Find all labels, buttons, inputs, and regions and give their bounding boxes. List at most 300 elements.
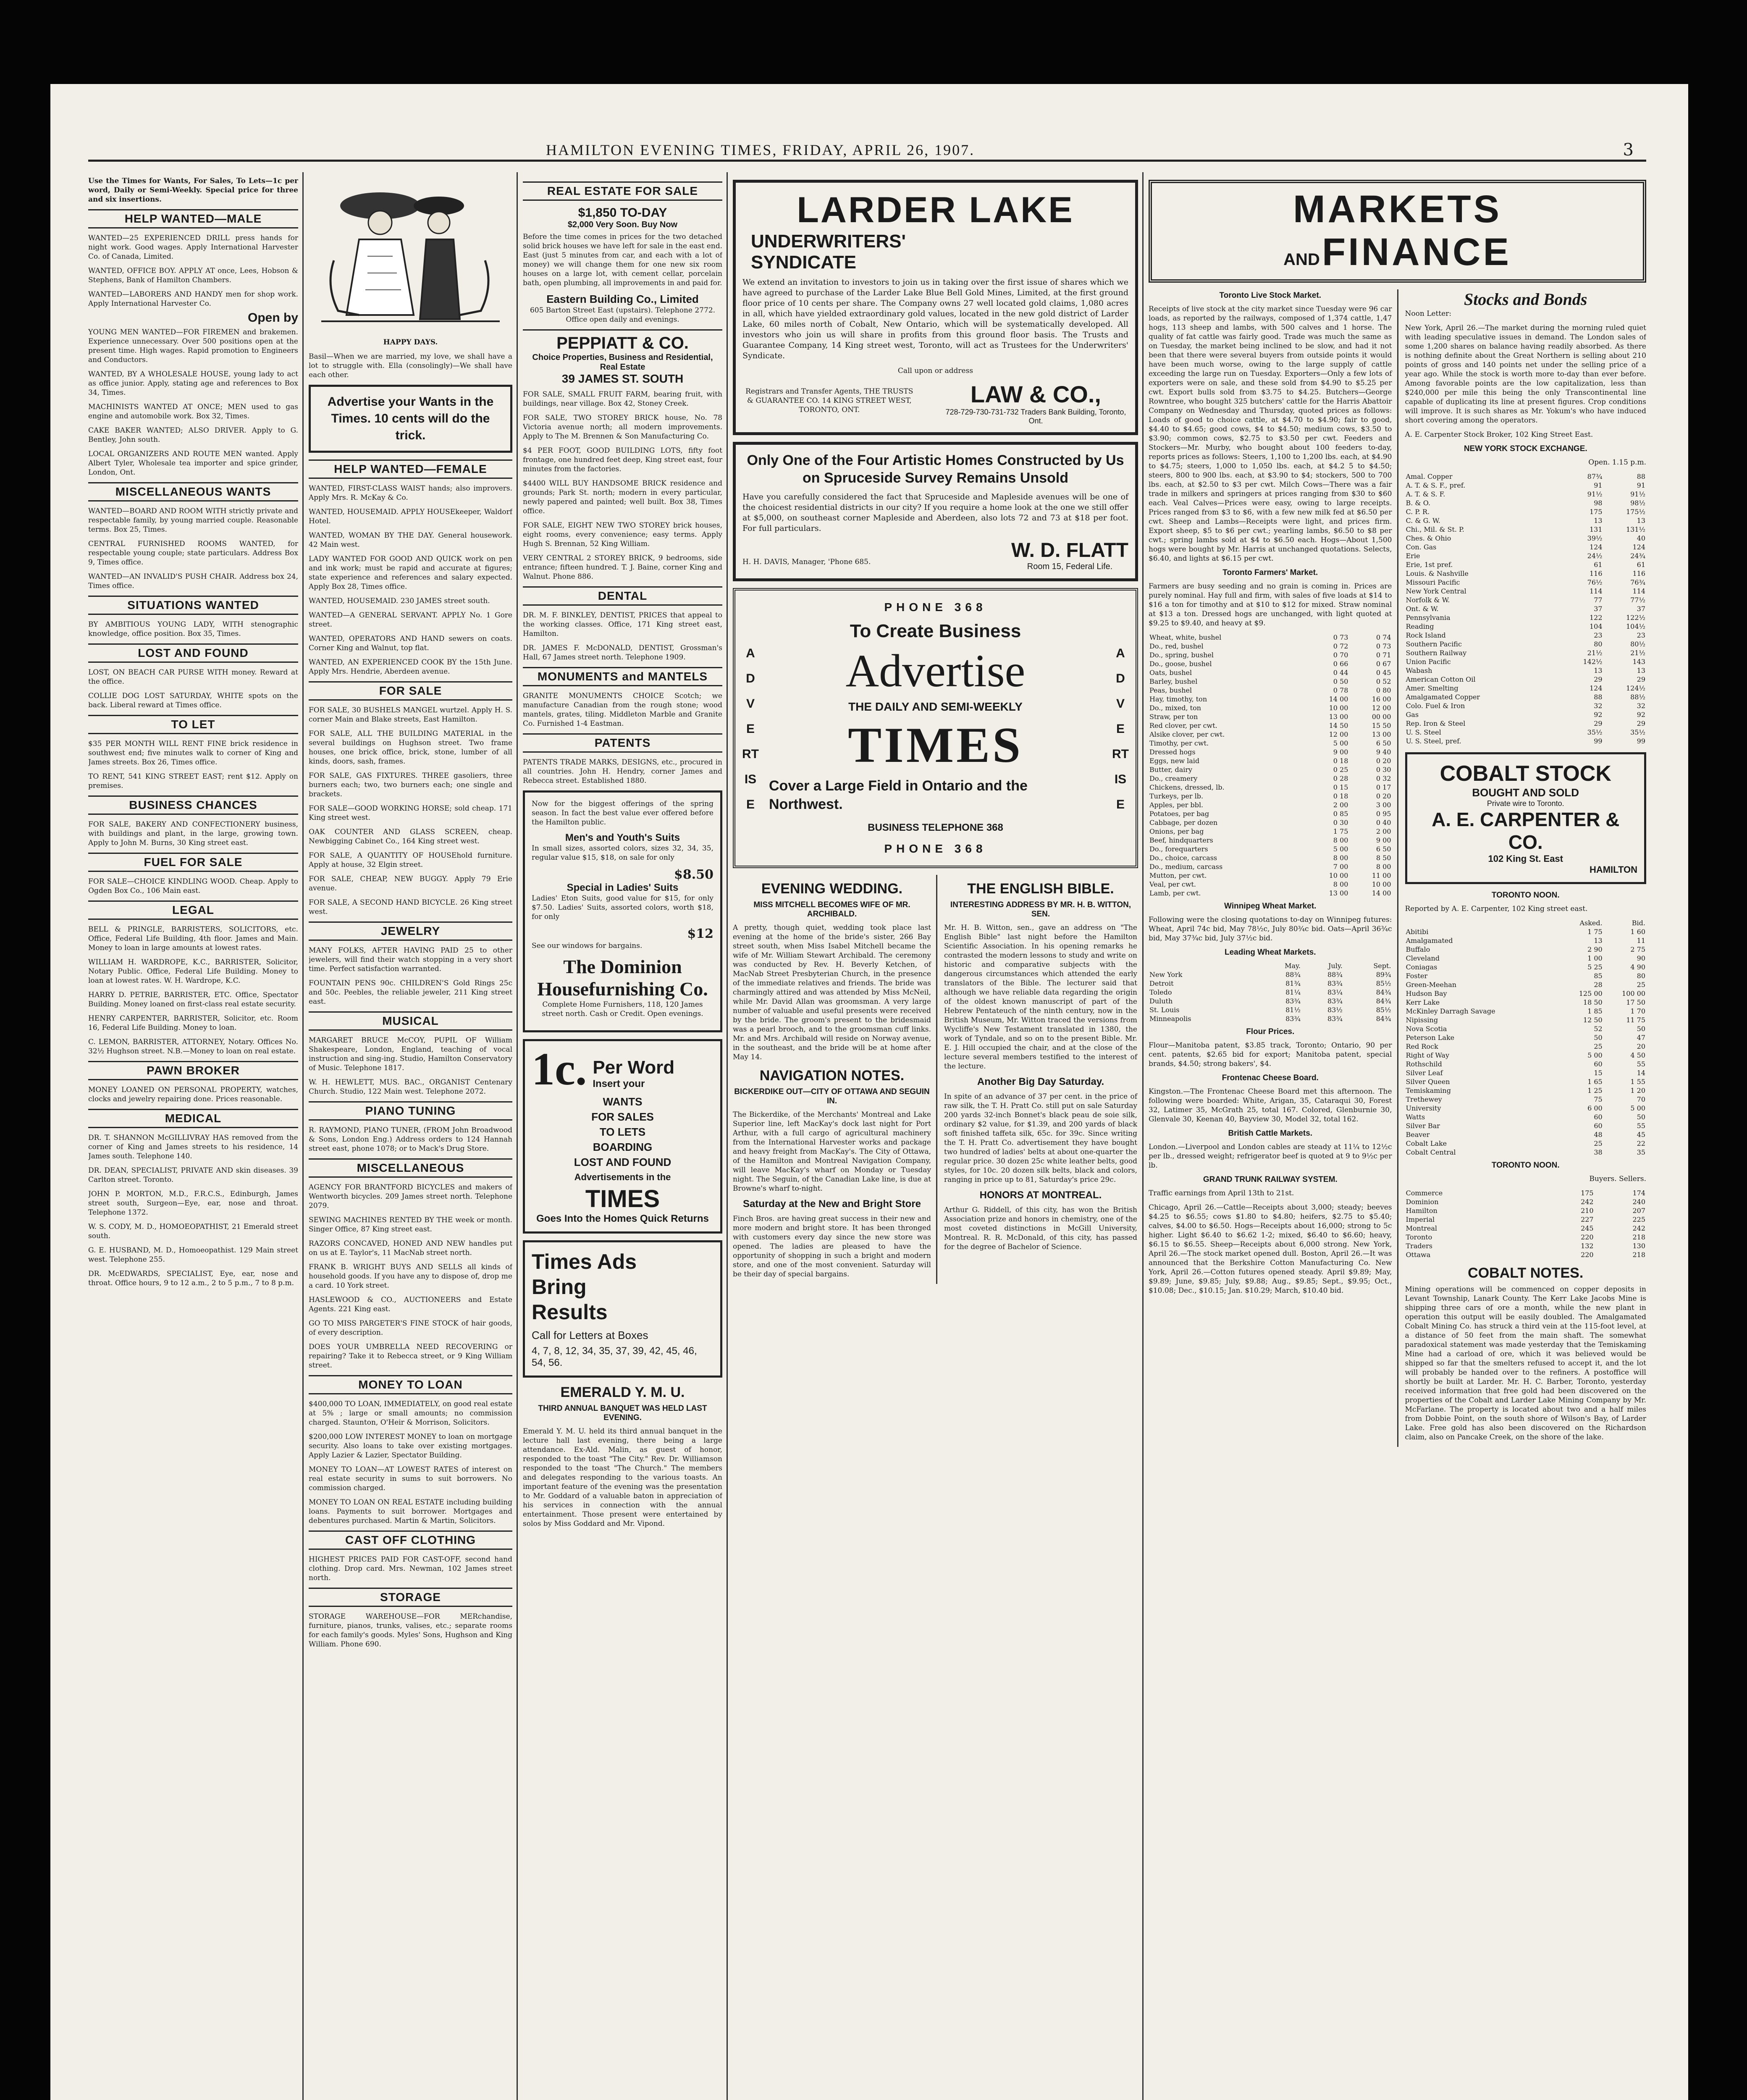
row-value: 22 — [1637, 1139, 1645, 1147]
per-word-list-item: LOST AND FOUND — [574, 1156, 672, 1168]
masthead — [88, 140, 1646, 162]
row-label: Turkeys, per lb. — [1149, 792, 1204, 800]
row-label: Peterson Lake — [1406, 1034, 1455, 1042]
row-label: Watts — [1406, 1113, 1425, 1121]
row-value: 1 85 — [1587, 1007, 1603, 1015]
classified-ad: WANTED, OPERATORS AND HAND sewers on coats. Corner King and Walnut, top flat. — [309, 635, 512, 652]
classified-ad: FOR SALE, ALL THE BUILDING MATERIAL in the several buildings on Hughson street. Two frame houses, one brick office, brick, stone, lumber of all kinds, doors, sash, frames. — [309, 730, 512, 766]
table-header — [1149, 961, 1257, 970]
mining-stock-row — [1405, 1148, 1647, 1157]
row-value: 35 — [1637, 1148, 1645, 1156]
dominion-housefurnishing-ad — [523, 790, 722, 1032]
row-value: 0 30 — [1333, 819, 1348, 827]
row-value: 92 — [1594, 711, 1603, 719]
produce-row — [1149, 686, 1392, 695]
row-value: 225 — [1632, 1215, 1645, 1223]
row-value: 85 — [1594, 972, 1603, 980]
row-value: 76½ — [1587, 578, 1603, 586]
row-value: 81¾ — [1285, 979, 1301, 987]
row-label: Lamb, per cwt. — [1149, 889, 1201, 897]
produce-row — [1149, 836, 1392, 845]
row-label: Amalgamated — [1406, 937, 1453, 945]
row-value: 11 75 — [1626, 1016, 1645, 1024]
row-label: Mutton, per cwt. — [1149, 872, 1207, 879]
cobalt-stock-title: COBALT STOCK — [1440, 761, 1611, 786]
row-label: Toledo — [1149, 988, 1172, 996]
row-value: 114 — [1632, 587, 1645, 595]
live-stock-headline: Toronto Live Stock Market. — [1219, 291, 1321, 300]
row-label: Trethewey — [1406, 1095, 1442, 1103]
row-value: 220 — [1581, 1251, 1594, 1259]
leading-wheat-row — [1149, 997, 1392, 1005]
nyse-row — [1405, 657, 1647, 666]
produce-row — [1149, 730, 1392, 739]
classified-ad: CAKE BAKER WANTED; ALSO DRIVER. Apply to G. Bentley, John south. — [88, 426, 298, 444]
row-value: 85½ — [1376, 1006, 1391, 1014]
per-word-list-item: Advertisements in the — [574, 1172, 671, 1182]
noon-letter-label: Noon Letter: — [1405, 310, 1452, 318]
row-value: 0 78 — [1333, 686, 1348, 694]
per-word-list-item: BOARDING — [593, 1141, 653, 1153]
banks-headline: TORONTO NOON. — [1491, 1161, 1560, 1170]
times-ads-line: Times Ads — [532, 1250, 637, 1273]
section-pawn-broker: PAWN BROKER — [88, 1061, 298, 1080]
row-value: 32 — [1637, 702, 1645, 710]
row-value: 125 00 — [1579, 990, 1603, 998]
row-value: 84¾ — [1376, 988, 1391, 996]
row-label: Cleveland — [1406, 954, 1440, 962]
row-value: 89¾ — [1376, 971, 1391, 979]
mining-stock-row — [1405, 989, 1647, 998]
row-value: 9 00 — [1376, 836, 1391, 844]
row-label: Veal, per cwt. — [1149, 880, 1196, 888]
row-value: 88¾ — [1285, 971, 1301, 979]
row-label: Wabash — [1406, 667, 1432, 675]
newspaper-page — [50, 84, 1688, 2100]
produce-row — [1149, 633, 1392, 642]
classified-ad: FOR SALE, GAS FIXTURES. THREE gasoliers, three burners each; two, two burners each; one single and brackets. — [309, 772, 512, 798]
times-ads-results-box — [523, 1240, 722, 1378]
section-patents: PATENTS — [523, 733, 722, 753]
produce-row — [1149, 853, 1392, 862]
row-value: 60 — [1594, 1122, 1603, 1130]
mining-stock-row — [1405, 1068, 1647, 1077]
nyse-sub: A. E. Carpenter Stock Broker, 102 King Street East. — [1405, 430, 1593, 439]
classified-ad: MACHINISTS WANTED AT ONCE; MEN used to gas engine and automobile work. Box 32, Times. — [88, 403, 298, 420]
row-value: 83½ — [1327, 1006, 1343, 1014]
row-value: 61 — [1594, 561, 1603, 569]
peppiatt-address: 39 JAMES ST. SOUTH — [561, 372, 684, 385]
toronto-noon-reported: Reported by A. E. Carpenter, 102 King street east. — [1405, 905, 1588, 913]
per-word-footer: Goes Into the Homes Quick Returns — [536, 1213, 709, 1224]
nyse-row — [1405, 737, 1647, 746]
row-value: 00 00 — [1372, 713, 1391, 721]
per-word-1c: 1c. — [532, 1043, 587, 1095]
row-value: 0 67 — [1376, 660, 1391, 668]
row-value: 0 45 — [1376, 669, 1391, 677]
row-value: 175 — [1581, 1189, 1594, 1197]
row-value: 13 — [1637, 517, 1645, 525]
row-value: 39½ — [1587, 534, 1603, 542]
row-value: 0 28 — [1333, 774, 1348, 782]
classified-column-1 — [88, 176, 298, 2100]
row-label: Temiskaming — [1406, 1087, 1451, 1095]
row-label: Ont. & W. — [1406, 605, 1439, 613]
row-value: 83¾ — [1285, 997, 1301, 1005]
honors-headline: HONORS AT MONTREAL. — [979, 1189, 1102, 1201]
nyse-row — [1405, 710, 1647, 719]
row-label: Montreal — [1406, 1224, 1437, 1232]
nyse-row — [1405, 719, 1647, 728]
banks-table — [1405, 1189, 1647, 1259]
row-value: 0 70 — [1333, 651, 1348, 659]
row-value: 10 00 — [1372, 880, 1391, 888]
mining-stock-row — [1405, 1060, 1647, 1068]
cobalt-stock-wire: Private wire to Toronto. — [1487, 799, 1564, 808]
nyse-row — [1405, 693, 1647, 701]
row-value: 20 — [1637, 1042, 1645, 1050]
row-value: 91½ — [1630, 490, 1645, 498]
classified-ad: MONEY LOANED ON PERSONAL PROPERTY, watches, clocks and jewelry repairing done. Prices reasonable. — [88, 1086, 298, 1103]
cattle-headline: British Cattle Markets. — [1228, 1129, 1313, 1138]
big-day-body: In spite of an advance of 37 per cent. in the price of raw silk, the T. H. Pratt Co. still put on sale Saturday 200 yards 32-inch Bonnet's black peau de soie silk, ordinary $2 value, for $1.39, and 200 yards of black soft finished taffeta silk, 65c. for 39c. Since writing the T. H. Pratt Co. advertisement they have bought two hundred of ladies' belts at about one-quarter the regular price. 30 dozen 25c white leather belts, good styles, for 10c. 20 dozen silk belts, black and colors, ranging in price up to 81, Saturday's price 29c. — [944, 1092, 1137, 1184]
create-business: To Create Business — [850, 621, 1021, 641]
row-value: 0 73 — [1376, 642, 1391, 650]
nyse-row — [1405, 525, 1647, 534]
row-value: 5 25 — [1587, 963, 1603, 971]
navigation-body: The Bickerdike, of the Merchants' Montreal and Lake Superior line, left MacKay's dock last night for Port Arthur, with a full cargo of agricultural machinery from the International Harvester works and package and heavy freight from MacKay's. The City of Ottawa, of the Hamilton and Montreal Navigation Company, will leave MacKay's wharf on Monday or Tuesday night. The Seguin, of the Canadian Lake line, is due at Browne's wharf to-night. — [733, 1110, 931, 1193]
row-value: 61 — [1637, 561, 1645, 569]
row-value: 220 — [1581, 1233, 1594, 1241]
live-stock-body: Receipts of live stock at the city market since Tuesday were 96 car loads, as reported by the railways, composed of 1,374 cattle, 1,47 hogs, 113 sheep and lambs, with 500 calves and 1 horse. The quality of fat cattle was fairly good. Trade was much the same as on Tuesday, the market being inclined to be slow, and had it not been that there were several buyers from outside points it would have been much worse, owing to the large supply of cattle exceeding the large run on Tuesday. Exporters—Only a few lots of exporters were on sale, and these sold from $4.90 to $5.25 per cwt. Export bulls sold from $3.75 to $4.25. Butchers—George Rowntree, who bought 325 butchers' cattle for the Harris Abattoir Company on Wednesday and Thursday, quoted prices as follows: Loads of good to choice cattle, at $4.70 to $4.90; fair to good, $4.40 to $4.65; good cows, $4 to $4.50; medium cows, $3.50 to $3.90; common cows, $2.75 to $3.50 per cwt. Feeders and Stockers—Mr. Murby, who bought about 100 feeders to-day, reports prices as follows: Steers, 1,100 to 1,200 lbs. each, at $4.90 to $4.75; steers, 1,000 to 1,050 lbs. each, at $4.2 5 to $4.50; steers, 800 to 900 lbs. each, at $3.90 to $4; stockers, 500 to 700 lbs. each, at $2.50 to $3 per cwt. Milch Cows—There was a fair trade in milkers and springers at prices ranging from $30 to $60 each. Veal Calves—Prices were easy, owing to large receipts. Prices ranged from $3 to $6, with a few new milk fed at $6.50 per cwt. Sheep and Lambs—Receipts were light, and prices firm. Export sheep, $5 to $6 per cwt.; yearling lambs, $6.50 to $8 per cwt.; spring lambs sold at $4 to $6.50 each. Hogs—About 1,500 hogs were bought by Mr. Harris at unchanged quotations. Selects, $6.40, and lights at $6.15 per cwt. — [1149, 305, 1392, 563]
nyse-row — [1405, 543, 1647, 551]
row-label: Do., mixed, ton — [1149, 704, 1201, 712]
bank-row — [1405, 1224, 1647, 1233]
leading-wheat-row — [1149, 988, 1392, 997]
classified-ad: WANTED—AN INVALID'S PUSH CHAIR. Address box 24, Times office. — [88, 572, 298, 590]
row-value: 175½ — [1626, 508, 1645, 516]
row-value: 60 — [1594, 1060, 1603, 1068]
page-number: 3 — [1623, 140, 1634, 160]
row-label: Imperial — [1406, 1215, 1435, 1223]
row-value: 14 50 — [1329, 722, 1348, 730]
row-value: 50 — [1637, 1025, 1645, 1033]
mining-stock-row — [1405, 971, 1647, 980]
mining-stock-row — [1405, 936, 1647, 945]
produce-row — [1149, 677, 1392, 686]
big-day-headline: Another Big Day Saturday. — [977, 1076, 1104, 1087]
row-label: Amal. Copper — [1406, 472, 1453, 480]
row-label: Duluth — [1149, 997, 1173, 1005]
classified-ad: WANTED, HOUSEMAID. APPLY HOUSEkeeper, Waldorf Hotel. — [309, 508, 512, 525]
section-lost-and-found: LOST AND FOUND — [88, 643, 298, 663]
advertise-wants-text: Advertise your Wants in the Times. 10 cents will do the trick. — [327, 395, 494, 442]
produce-row — [1149, 845, 1392, 853]
classified-column-2 — [309, 176, 512, 2100]
row-value: 0 30 — [1376, 766, 1391, 774]
row-label: Silver Bar — [1406, 1122, 1440, 1130]
classified-ad: GO TO MISS PARGETER'S FINE STOCK of hair goods, of every description. — [309, 1319, 512, 1337]
row-value: 13 00 — [1372, 730, 1391, 738]
classified-ad: CENTRAL FURNISHED ROOMS WANTED, for respectable young couple; state particulars. Address Box 9, Times office. — [88, 540, 298, 567]
row-label: Colo. Fuel & Iron — [1406, 702, 1465, 710]
row-label: C. & G. W. — [1406, 517, 1440, 525]
cover-field: Cover a Large Field in Ontario and the Northwest. — [769, 778, 1028, 812]
dominion-windows: See our windows for bargains. — [532, 942, 643, 950]
row-label: U. S. Steel — [1406, 728, 1441, 736]
row-value: 12 00 — [1329, 730, 1348, 738]
grand-trunk-body: Traffic earnings from April 13th to 21st. — [1149, 1189, 1294, 1197]
classified-ad: $400,000 TO LOAN, IMMEDIATELY, on good real estate at 5% ; large or small amounts; no commission charged. Staunton, O'Heir & Morrison, Solicitors. — [309, 1400, 512, 1427]
row-label: Do., choice, carcass — [1149, 854, 1217, 862]
nyse-row — [1405, 684, 1647, 693]
row-value: 0 95 — [1376, 810, 1391, 818]
classified-ad: $35 PER MONTH WILL RENT FINE brick residence in southwest end; five minutes walk to corner of King and James streets. Box 26, Times office. — [88, 740, 298, 766]
illustration-caption: HAPPY DAYS. — [383, 338, 438, 346]
row-value: 0 85 — [1333, 810, 1348, 818]
produce-row — [1149, 792, 1392, 801]
produce-row — [1149, 739, 1392, 748]
nyse-row — [1405, 587, 1647, 596]
bank-row — [1405, 1242, 1647, 1250]
row-label: Barley, bushel — [1149, 677, 1198, 685]
row-label: Chickens, dressed, lb. — [1149, 783, 1225, 791]
mining-stock-row — [1405, 1016, 1647, 1024]
row-value: 14 00 — [1372, 889, 1391, 897]
row-label: Ches. & Ohio — [1406, 534, 1451, 542]
row-value: 29 — [1594, 675, 1603, 683]
row-value: 0 25 — [1333, 766, 1348, 774]
section-help-wanted-male: HELP WANTED—MALE — [88, 209, 298, 228]
section-piano-tuning: PIANO TUNING — [309, 1101, 512, 1121]
mining-stock-row — [1405, 927, 1647, 936]
emerald-body: Emerald Y. M. U. held its third annual banquet in the lecture hall last evening, there being a large attendance. Ex-Ald. Malin, as guest of honor, responded to the toast "The City." Rev. Dr. Williamson responded to the toast "The Church." The members and delegates responding to the various toasts. An important feature of the evening was the presentation to Mr. Goddard of a valuable baton in appreciation of his services in connection with the annual entertainment. Those present were entertained by solos by Miss Goddard and Mr. Vipond. — [523, 1427, 722, 1528]
mining-stock-row — [1405, 1121, 1647, 1130]
section-miscellaneous: MISCELLANEOUS — [309, 1158, 512, 1178]
row-value: 75 — [1594, 1095, 1603, 1103]
cobalt-stock-ad — [1405, 752, 1647, 884]
section-situations-wanted: SITUATIONS WANTED — [88, 596, 298, 615]
row-label: Buffalo — [1406, 945, 1430, 953]
noon-letter-body: New York, April 26.—The market during the morning ruled quiet with leading speculative issues in demand. The London sales of some 1,200 shares on balance having readily absorbed. As there is nothing definite about the Great Northern is selling about 210 points of gross and 140 points net under the selling price of a year ago. While the stock is worth more to-day than ever before. Among favorable points are the low capitalization, less than $240,000 per mile this being the only Transcontinental line capable of duplicating its line at present figures. Crop conditions will improve. It is such shares as Mr. Yokum's who have induced short covering among the operators. — [1405, 324, 1646, 425]
row-value: 76¾ — [1630, 578, 1645, 586]
cheese-body: Kingston.—The Frontenac Cheese Board met this afternoon. The following were boarded: White, Arigan, 35, Cataraqui 30, Forest 32, Latimer 35, McGrath 25, total 167. Colored, Glenburnie 30, Glenvale 30, Keenan 40, Bayview 30, Model 32, total 162. — [1149, 1087, 1392, 1124]
row-label: Beef, hindquarters — [1149, 836, 1213, 844]
nyse-row — [1405, 551, 1647, 560]
row-value: 24½ — [1587, 552, 1603, 560]
section-medical: MEDICAL — [88, 1109, 298, 1128]
honors-body: Arthur G. Riddell, of this city, has won the British Association prize and honors in chemistry, one of the most coveted distinctions in McGill University, Montreal. R. R. McDonald, of this city, has passed for the degree of Bachelor of Science. — [944, 1206, 1137, 1251]
row-label: Potatoes, per bag — [1149, 810, 1209, 818]
classified-ad: FOR SALE—CHOICE KINDLING WOOD. Cheap. Apply to Ogden Box Co., 106 Main east. — [88, 877, 298, 895]
row-label: Foster — [1406, 972, 1428, 980]
row-value: 1 25 — [1587, 1087, 1603, 1095]
produce-row — [1149, 756, 1392, 765]
finance-title: FINANCE — [1322, 231, 1511, 273]
row-label: St. Louis — [1149, 1006, 1180, 1014]
joke-text: Basil—When we are married, my love, we shall have a lot to struggle with. Ella (consolingly)—We shall have each other. — [309, 352, 512, 379]
classified-ad: TO RENT, 541 KING STREET EAST; rent $12. Apply on premises. — [88, 772, 298, 790]
cattle-body: London.—Liverpool and London cables are steady at 11¼ to 12½c per lb., dressed weight; refrigerator beef is quoted at 9 to 9½c per lb. — [1149, 1143, 1392, 1170]
produce-row — [1149, 783, 1392, 792]
produce-row — [1149, 651, 1392, 659]
row-value: 12 00 — [1372, 704, 1391, 712]
dominion-mens-price: $8.50 — [674, 867, 713, 882]
row-value: 12 50 — [1583, 1016, 1603, 1024]
row-value: 28 — [1594, 981, 1603, 989]
per-word-times: TIMES — [585, 1185, 660, 1213]
table-header: Asked. — [1579, 919, 1603, 927]
classified-ad: LOST, ON BEACH CAR PURSE WITH money. Reward at the office. — [88, 668, 298, 686]
row-value: 1 70 — [1630, 1007, 1645, 1015]
classified-ad: WANTED, AN EXPERIENCED COOK BY the 15th June. Apply Mrs. Hendrie, Aberdeen avenue. — [309, 658, 512, 676]
row-value: 23 — [1594, 631, 1603, 639]
mining-stock-row — [1405, 954, 1647, 963]
row-label: American Cotton Oil — [1406, 675, 1476, 683]
produce-row — [1149, 871, 1392, 880]
stocks-bonds-headline: Stocks and Bonds — [1464, 290, 1587, 309]
produce-row — [1149, 659, 1392, 668]
produce-row — [1149, 642, 1392, 651]
leading-wheat-table — [1149, 961, 1392, 1023]
classified-ad: LOCAL ORGANIZERS AND ROUTE MEN wanted. Apply Albert Tyler, Wholesale tea importer and spice grinder, London, Ont. — [88, 450, 298, 477]
row-value: 50 — [1594, 1034, 1603, 1042]
open-by-note: Open by — [247, 311, 298, 325]
mining-stock-row — [1405, 1130, 1647, 1139]
classified-ad: FOR SALE, 30 BUSHELS MANGEL wurtzel. Apply H. S. corner Main and Blake streets, East Hamilton. — [309, 706, 512, 724]
classified-ad: WANTED—BOARD AND ROOM WITH strictly private and respectable family, by young married couple. Reasonable terms. Box 25, Times. — [88, 507, 298, 534]
row-value: 29 — [1637, 719, 1645, 727]
row-value: 14 — [1637, 1069, 1645, 1077]
row-value: 81½ — [1285, 1006, 1301, 1014]
row-value: 32 — [1594, 702, 1603, 710]
classified-ad: G. E. HUSBAND, M. D., Homoeopathist. 129 Main street west. Telephone 255. — [88, 1246, 298, 1264]
row-label: Cobalt Lake — [1406, 1139, 1447, 1147]
row-value: 2 00 — [1376, 827, 1391, 835]
larder-lake-registrars: Registrars and Transfer Agents, THE TRUSTS & GUARANTEE CO. 14 KING STREET WEST, TORONTO, ONT. — [745, 387, 913, 414]
news-subcolumn-left — [733, 875, 937, 1284]
classified-ad: LADY WANTED FOR GOOD AND QUICK work on pen and ink work; must be rapid and accurate at figures; state experience and references and salary expected. Apply Box 28, Times office. — [309, 555, 512, 591]
phone-banner-top: PHONE 368 — [884, 601, 987, 614]
row-value: 5 00 — [1333, 739, 1348, 747]
row-value: 11 — [1637, 937, 1645, 945]
row-value: 88 — [1594, 693, 1603, 701]
classified-ad: MARGARET BRUCE McCOY, PUPIL OF William Shakespeare, London, England, teaching of vocal instruction and sing-ing. Studio, Hamilton Conservatory of Music. Telephone 1817. — [309, 1036, 512, 1072]
larder-lake-ad — [733, 180, 1138, 435]
mining-stock-row — [1405, 1024, 1647, 1033]
cheese-headline: Frontenac Cheese Board. — [1222, 1074, 1319, 1082]
classified-ad: WANTED, FIRST-CLASS WAIST hands; also improvers. Apply Mrs. R. McKay & Co. — [309, 484, 512, 502]
row-label: Abitibi — [1406, 928, 1429, 936]
row-value: 24¾ — [1630, 552, 1645, 560]
masthead-title: HAMILTON EVENING TIMES, FRIDAY, APRIL 26, 1907. — [546, 142, 975, 158]
row-value: 10 00 — [1329, 704, 1348, 712]
section-miscellaneous-wants: MISCELLANEOUS WANTS — [88, 482, 298, 501]
section-real-estate: REAL ESTATE FOR SALE — [523, 181, 722, 201]
row-value: 55 — [1637, 1122, 1645, 1130]
row-label: Do., medium, carcass — [1149, 863, 1223, 871]
dominion-intro: Now for the biggest offerings of the spring season. In fact the best value ever offered before the Hamilton public. — [532, 800, 713, 827]
row-label: Rothschild — [1406, 1060, 1442, 1068]
row-label: Nipissing — [1406, 1016, 1438, 1024]
cobalt-notes-body: Mining operations will be commenced on copper deposits in Levant Township, Lanark County. The Kerr Lake Jacobs Mine is shipping three cars of ore a month, while the new plant in operation this output will be easily doubled. The Amalgamated Cobalt Mining Co. has struck a third vein at the 115-foot level, at a distance of 50 feet from the main shaft. The somewhat paradoxical statement was made yesterday that the Temiskaming Mine had a carload of ore, which it was believed would be shipped so far that the smelters refused to accept it, and the lot will probably be handed over to the refiners. A postoffice will shortly be built at Larder. Mr. H. C. Barber, Toronto, yesterday received information that free gold had been discovered on the properties of the Cobalt and Larder Lake Mining Company by Mr. McFarlane. The property is located about two and a half miles from Dobbie Point, on the south shore of Wilson's Bay, of Larder Lake. Free gold has also been discovered on the Richardson claim, also on Pancake Creek, on the shore of the lake. — [1405, 1285, 1646, 1441]
nyse-table — [1405, 472, 1647, 746]
row-value: 48 — [1594, 1131, 1603, 1139]
row-value: 0 18 — [1333, 757, 1348, 765]
per-word-list-item: WANTS — [603, 1095, 643, 1108]
times-word: TIMES — [848, 717, 1023, 773]
daily-semi-weekly: THE DAILY AND SEMI-WEEKLY — [848, 700, 1023, 713]
row-value: 50 — [1637, 1113, 1645, 1121]
row-value: 242 — [1581, 1198, 1594, 1206]
row-label: U. S. Steel, pref. — [1406, 737, 1461, 745]
row-value: 0 71 — [1376, 651, 1391, 659]
row-value: 2 75 — [1630, 945, 1645, 953]
classified-column-3 — [523, 176, 722, 2100]
row-value: 131½ — [1626, 525, 1645, 533]
row-value: 5 00 — [1333, 845, 1348, 853]
larder-lake-call: Call upon or address — [897, 367, 973, 375]
row-value: 2 90 — [1587, 945, 1603, 953]
dominion-ladies-body: Ladies' Eton Suits, good value for $15, for only $7.50. Ladies' Suits, assorted colors, worth $18, for only — [532, 894, 713, 921]
row-label: Chi., Mil. & St. P. — [1406, 525, 1464, 533]
row-label: Peas, bushel — [1149, 686, 1192, 694]
mining-stock-row — [1405, 1095, 1647, 1104]
row-value: 242 — [1632, 1224, 1645, 1232]
per-word-list-item: TO LETS — [599, 1126, 646, 1138]
advertise-side-right: ADVERTISE — [1112, 646, 1129, 811]
row-value: 13 — [1637, 667, 1645, 675]
mining-stock-row — [1405, 1042, 1647, 1051]
leading-wheat-row — [1149, 1005, 1392, 1014]
row-value: 1 00 — [1587, 954, 1603, 962]
per-word-list-item: FOR SALES — [591, 1110, 654, 1123]
eastern-building-firm: Eastern Building Co., Limited — [546, 293, 699, 305]
row-value: 11 00 — [1372, 872, 1391, 879]
row-value: 122½ — [1626, 614, 1645, 622]
row-label: Do., red, bushel — [1149, 642, 1204, 650]
row-value: 0 15 — [1333, 783, 1348, 791]
row-value: 35½ — [1630, 728, 1645, 736]
row-value: 91½ — [1587, 490, 1603, 498]
row-value: 13 — [1594, 517, 1603, 525]
spruceside-homes-ad — [733, 442, 1138, 581]
row-value: 0 18 — [1333, 792, 1348, 800]
section-legal: LEGAL — [88, 900, 298, 920]
classified-ad: FOR SALE, SMALL FRUIT FARM, bearing fruit, with buildings, near village. Box 42, Stoney Creek. — [523, 390, 722, 408]
mining-stock-row — [1405, 945, 1647, 954]
classified-ad: AGENCY FOR BRANTFORD BICYCLES and makers of Wentworth bicycles. 209 James street north. Telephone 2079. — [309, 1183, 512, 1210]
row-label: Apples, per bbl. — [1149, 801, 1204, 809]
produce-row — [1149, 668, 1392, 677]
row-label: New York — [1149, 971, 1183, 979]
row-value: 124 — [1590, 684, 1603, 692]
row-label: Straw, per ton — [1149, 713, 1198, 721]
navigation-headline: NAVIGATION NOTES. — [759, 1068, 905, 1084]
nyse-row — [1405, 578, 1647, 587]
toronto-mining-table — [1405, 919, 1647, 1157]
row-label: Kerr Lake — [1406, 998, 1440, 1006]
classified-ad: YOUNG MEN WANTED—FOR FIREMEN and brakemen. Experience unnecessary. Over 500 positions open at the present time. High wages. Rapid promotion to Engineers and Conductors. — [88, 328, 298, 364]
row-label: B. & O. — [1406, 499, 1431, 507]
row-value: 0 50 — [1333, 677, 1348, 685]
row-label: Missouri Pacific — [1406, 578, 1460, 586]
row-label: Ottawa — [1406, 1251, 1431, 1259]
row-value: 0 74 — [1376, 633, 1391, 641]
row-value: 35½ — [1587, 728, 1603, 736]
table-header: Bid. — [1632, 919, 1645, 927]
row-value: 13 — [1594, 667, 1603, 675]
